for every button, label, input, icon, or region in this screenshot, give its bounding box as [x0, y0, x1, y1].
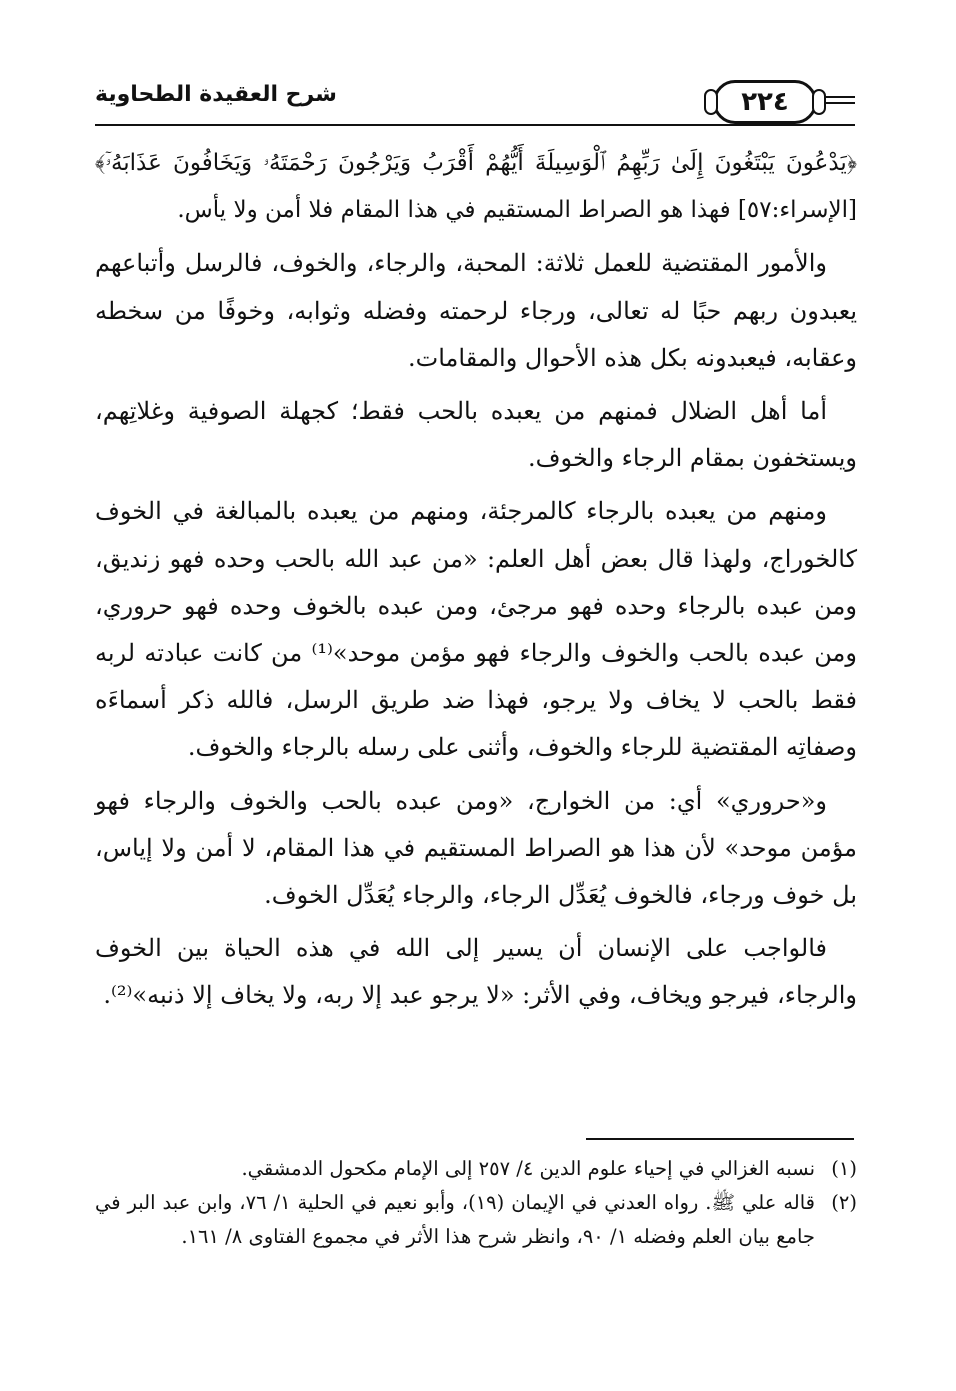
paragraph: والأمور المقتضية للعمل ثلاثة: المحبة، والرجاء، والخوف، فالرسل وأتباعهم يعبدون ربهم حبًا له تعالى، ورجاء لرحمته وفضله وثوابه، وخوفًا من سخطه وعقابه، فيعبدونه بكل هذه الأحوال والمقامات.: [95, 249, 857, 372]
footnotes: [95, 1152, 857, 1254]
book-title: شرح العقيدة الطحاوية: [95, 82, 337, 107]
paragraph: و«حروري» أي: من الخوارج، «ومن عبده بالحب والخوف والرجاء فهو مؤمن موحد» لأن هذا هو الصراط المستقيم في هذا المقام، لا أمن ولا إياس، بل خوف ورجاء، فالخوف يُعَدِّل الرجاء، والرجاء يُعَدِّل الخوف.: [95, 786, 857, 910]
footnote-text: نسبه الغزالي في إحياء علوم الدين ٤/ ٢٥٧ إلى الإمام مكحول الدمشقي.: [241, 1157, 815, 1180]
paragraph: ومنهم من يعبده بالرجاء كالمرجئة، ومنهم من يعبده بالمبالغة في الخوف كالخوراج، ولهذا قال بعض أهل العلم: «من عبد الله بالحب وحده فهو زنديق، ومن عبده بالرجاء وحده فهو مرجئ، ومن عبده بالخوف وحده فهو حروري، ومن عبده بالحب والخوف والرجاء فهو مؤمن موحد»⁽¹⁾ من كانت عبادته لربه فقط بالحب لا يخاف ولا يرجو، فهذا ضد طريق الرسل، فالله ذكر أسماءَه وصفاتِه المقتضية للرجاء والخوف، وأثنى على رسله بالرجاء والخوف.: [95, 497, 857, 762]
footnote-text: قاله علي ﷺ. رواه العدني في الإيمان (١٩)، وأبو نعيم في الحلية ١/ ٧٦، وابن عبد البر في جامع بيان العلم وفضله ١/ ٩٠، وانظر شرح هذا الأثر في مجموع الفتاوى ٨/ ١٦١.: [95, 1191, 815, 1248]
main-text: [95, 140, 857, 1026]
paragraph: ﴿يَدْعُونَ يَبْتَغُونَ إِلَىٰ رَبِّهِمُ ٱلْوَسِيلَةَ أَيُّهُمْ أَقْرَبُ وَيَرْجُونَ رَحْمَتَهُۥ وَيَخَافُونَ عَذَابَهُۥٓ﴾ [الإسراء:٥٧] فهذا هو الصراط المستقيم في هذا المقام فلا أمن ولا يأس.: [95, 150, 857, 224]
footnote-number: (١): [831, 1157, 857, 1180]
page-header: [95, 72, 855, 128]
footnote-divider: [586, 1138, 854, 1140]
footnote: [95, 1152, 857, 1186]
footnote-number: (٢): [831, 1191, 857, 1214]
header-divider: [95, 124, 855, 126]
footnote: [95, 1186, 857, 1254]
paragraph: أما أهل الضلال فمنهم من يعبده بالحب فقط؛ كجهلة الصوفية وغلاتِهم، ويستخفون بمقام الرجاء والخوف.: [95, 397, 857, 473]
paragraph: فالواجب على الإنسان أن يسير إلى الله في هذه الحياة بين الخوف والرجاء، فيرجو ويخاف، وفي الأثر: «لا يرجو عبد إلا ربه، ولا يخاف إلا ذنبه»⁽²⁾.: [95, 934, 857, 1010]
page-number: ٢٢٤: [713, 80, 817, 124]
